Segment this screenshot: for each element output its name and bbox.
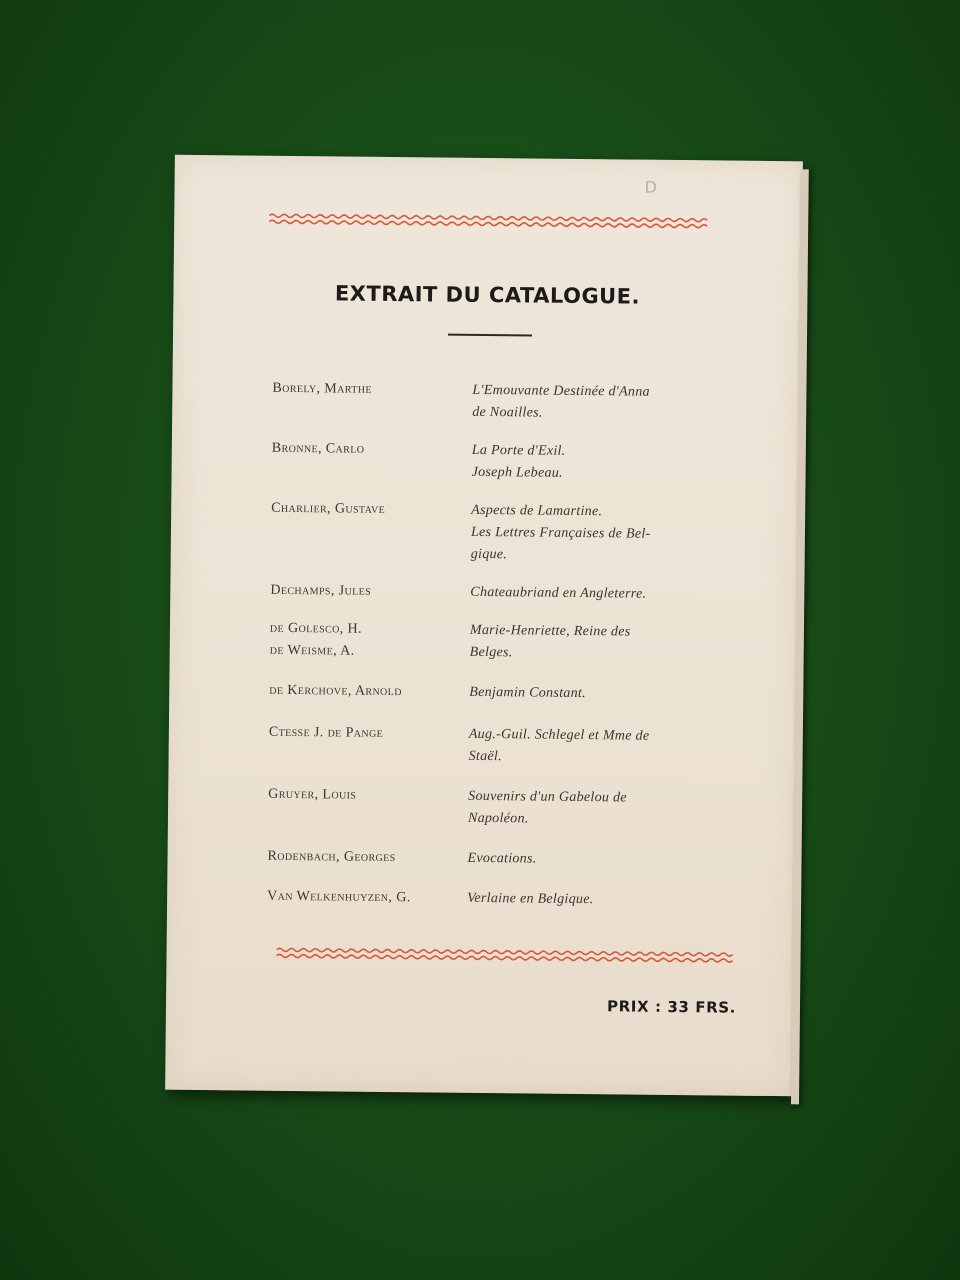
- entry-work: Verlaine en Belgique.: [467, 890, 594, 908]
- entry-work: Souvenirs d'un Gabelou de Napoléon.: [467, 788, 627, 827]
- catalogue-entry: [267, 846, 728, 867]
- catalogue-entry: [269, 618, 730, 661]
- entry-author: Borely, Marthe: [272, 380, 372, 397]
- entry-work: Chateaubriand en Angleterre.: [470, 584, 647, 602]
- catalogue-entry: [269, 680, 729, 702]
- catalogue-entry: [271, 498, 731, 563]
- catalogue-title: EXTRAIT DU CATALOGUE.: [334, 281, 641, 309]
- pencil-mark: D: [644, 177, 658, 197]
- entry-author: Dechamps, Jules: [270, 582, 372, 599]
- entry-author: Charlier, Gustave: [271, 500, 386, 517]
- catalogue-entry: [268, 722, 729, 765]
- catalogue-entry: [271, 438, 732, 481]
- entry-work: Marie-Henriette, Reine des Belges.: [469, 622, 631, 661]
- entry-work: L'Emouvante Destinée d'Anna de Noailles.: [472, 382, 650, 421]
- entry-work: Aug.-Guil. Schlegel et Mme de Staël.: [468, 726, 650, 765]
- entry-author: Bronne, Carlo: [271, 440, 365, 457]
- entry-author: de Kerchove, Arnold: [269, 682, 402, 700]
- entry-work: Aspects de Lamartine. Les Lettres Françaises de Bel- gique.: [470, 502, 651, 563]
- entry-work: Evocations.: [467, 850, 537, 867]
- entry-work: Benjamin Constant.: [469, 684, 586, 702]
- entry-author: Gruyer, Louis: [268, 786, 357, 803]
- entry-author: de Golesco, H. de Weisme, A.: [269, 620, 363, 659]
- catalogue-entry: [270, 580, 730, 602]
- entry-work: La Porte d'Exil. Joseph Lebeau.: [471, 442, 566, 481]
- entry-author: Rodenbach, Georges: [267, 848, 396, 866]
- entry-author: Van Welkenhuyzen, G.: [267, 888, 411, 906]
- catalogue-entry: [272, 378, 733, 421]
- book-back-cover: [165, 155, 803, 1097]
- catalogue-entry: [267, 886, 727, 908]
- entry-author: Ctesse J. de Pange: [268, 724, 384, 741]
- price-label: PRIX : 33 FRS.: [606, 997, 737, 1017]
- catalogue-entry: [268, 784, 728, 827]
